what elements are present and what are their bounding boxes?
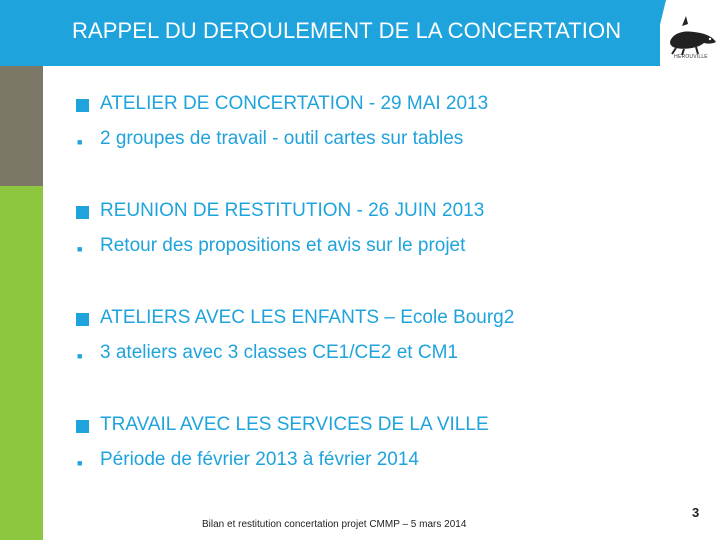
agenda-section: [76, 304, 676, 411]
section-detail-row: [76, 446, 676, 481]
small-square-bullet-icon: ■: [77, 137, 83, 147]
section-heading-row: [76, 304, 676, 339]
agenda-list: [76, 90, 676, 518]
small-square-bullet-icon: ■: [77, 458, 83, 468]
square-bullet-icon: [76, 313, 89, 326]
square-bullet-icon: [76, 206, 89, 219]
square-bullet-icon: [76, 420, 89, 433]
square-bullet-icon: [76, 99, 89, 112]
section-heading-row: [76, 411, 676, 446]
section-detail: 3 ateliers avec 3 classes CE1/CE2 et CM1: [100, 342, 458, 363]
section-heading: REUNION DE RESTITUTION - 26 JUIN 2013: [100, 200, 485, 221]
footer-text: Bilan et restitution concertation projet CMMP – 5 mars 2014: [202, 519, 467, 530]
agenda-section: [76, 90, 676, 197]
section-detail-row: [76, 232, 676, 267]
agenda-section: [76, 197, 676, 304]
section-detail-row: [76, 339, 676, 374]
section-heading-row: [76, 90, 676, 125]
section-heading: ATELIER DE CONCERTATION - 29 MAI 2013: [100, 93, 489, 114]
slide-title: RAPPEL DU DEROULEMENT DE LA CONCERTATION: [72, 18, 622, 43]
small-square-bullet-icon: ■: [77, 351, 83, 361]
logo-caption: HEROUVILLE: [674, 54, 708, 60]
small-square-bullet-icon: ■: [77, 244, 83, 254]
sidebar-band-gray: [0, 66, 43, 186]
section-heading: ATELIERS AVEC LES ENFANTS – Ecole Bourg2: [100, 307, 515, 328]
page-number: 3: [692, 505, 700, 520]
section-detail: Retour des propositions et avis sur le projet: [100, 235, 466, 256]
section-detail: Période de février 2013 à février 2014: [100, 449, 419, 470]
sidebar-band-green: [0, 186, 43, 540]
agenda-section: [76, 411, 676, 518]
section-detail-row: [76, 125, 676, 160]
section-heading: TRAVAIL AVEC LES SERVICES DE LA VILLE: [100, 414, 489, 435]
section-heading-row: [76, 197, 676, 232]
section-detail: 2 groupes de travail - outil cartes sur tables: [100, 128, 464, 149]
